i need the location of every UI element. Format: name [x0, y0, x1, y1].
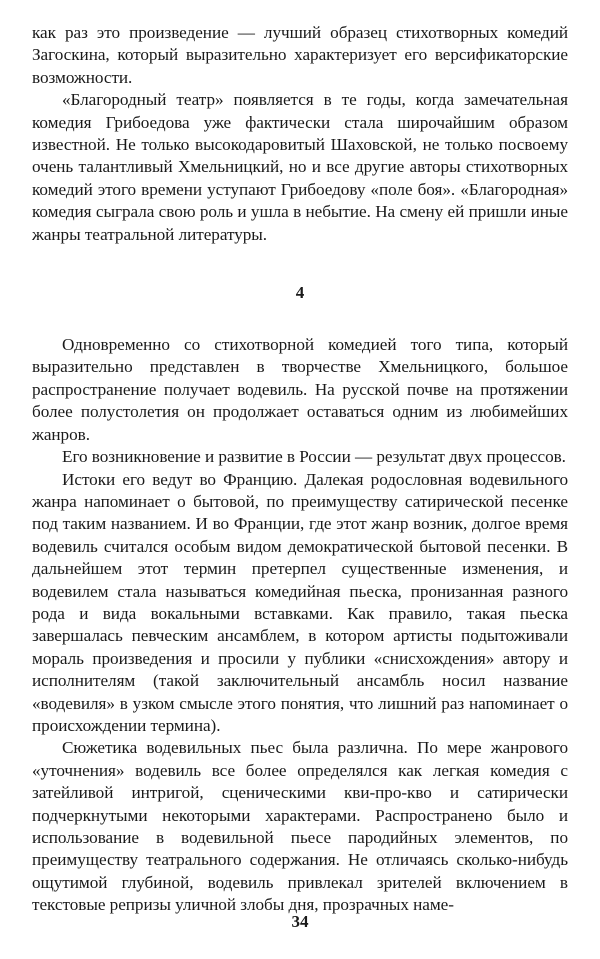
paragraph-origin: Его возникновение и развитие в России — результат двух процессов.: [62, 447, 566, 467]
section-gap: [32, 246, 568, 282]
section-number: 4: [295, 283, 305, 303]
paragraph-roots-france: Истоки его ведут во Францию. Далекая родословная водевильного жанра напоминает о бытовой, по преимуществу сатирической песенке под таким названием. И во Франции, где этот жанр возник, долгое время водевиль считался особым видом демократической бытовой песенки. В дальнейшем этот термин претерпел существенные изменения, и водевилем стала называться комедийная пьеска, пронизанная разного рода и вида вокальными вставками. Как правило, такая пьеска завершалась певческим ансамблем, в котором артисты подытоживали мораль произведения и просили у публики «снисхождения» автору и исполнителям (такой заключительный ансамбль носил название «водевиля» в узком смысле этого понятия, что лишний раз напоминает о происхождении термина).: [32, 469, 568, 735]
section-gap: [32, 304, 568, 334]
paragraph-plots: Сюжетика водевильных пьес была различна. По мере жанрового «уточнения» водевиль все более определялся как легкая комедия с затейливой интригой, сценическими кви-про-кво и сатирически подчеркнутыми некоторыми характерами. Распространено было и использование в водевильной пьесе пародийных элементов, по преимуществу театрального содержания. Не отличаясь сколько-нибудь ощутимой глубиной, водевиль привлекал зрителей включением в текстовые репризы уличной злобы дня, прозрачных наме-: [32, 738, 568, 915]
paragraph-noble-theatre: «Благородный театр» появляется в те годы, когда замечательная комедия Грибоедова уже фактически стала широчайшим образом известной. Не только высокодаровитый Шаховской, не только посвоему очень талантливый Хмельницкий, но и все другие авторы стихотворных комедий этого времени уступают Грибоедову «поле боя». «Благородная» комедия сыграла свою роль и ушла в небытие. На смену ей пришли иные жанры театральной литературы.: [32, 90, 568, 244]
page-body: [32, 22, 568, 917]
paragraph-vaudeville-intro: Одновременно со стихотворной комедией того типа, который выразительно представлен в творчестве Хмельницкого, большое распространение получает водевиль. На русской почве на протяжении более полустолетия он продолжает оставаться одним из любимейших жанров.: [32, 335, 568, 444]
page-number: 34: [291, 912, 309, 931]
paragraph-continuation: как раз это произведение — лучший образец стихотворных комедий Загоскина, который выразительно характеризует его версификаторские возможности.: [32, 23, 568, 87]
